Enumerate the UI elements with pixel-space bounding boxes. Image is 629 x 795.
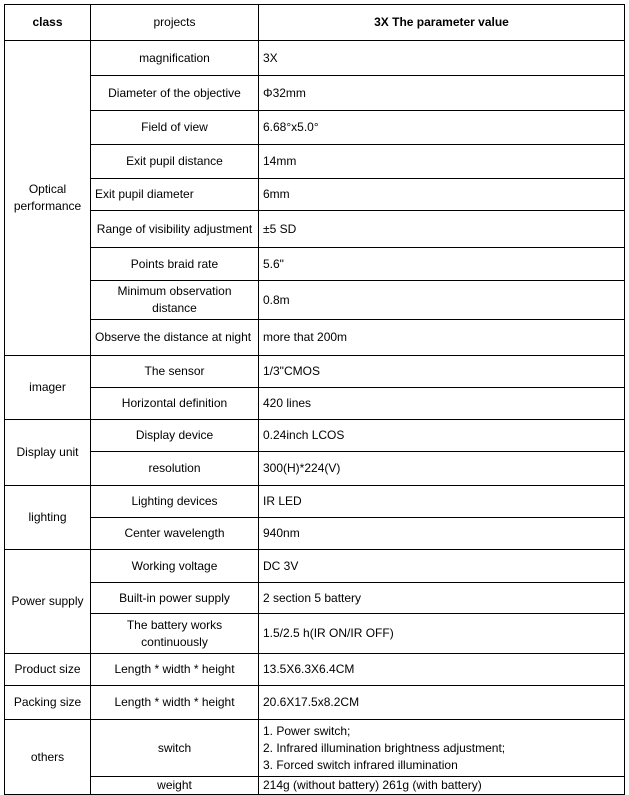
table-row [5,281,625,320]
project-cell: Lighting devices [91,486,259,518]
project-cell: resolution [91,452,259,486]
table-row [5,614,625,654]
value-cell: Φ32mm [259,76,625,111]
switch-line-2: 2. Infrared illumination brightness adjustment; [263,740,506,755]
switch-line-3: 3. Forced switch infrared illumination [263,757,458,772]
project-cell: Exit pupil diameter [91,179,259,211]
table-row [5,654,625,686]
value-cell: 214g (without battery) 261g (with battery) [259,777,625,795]
project-cell: switch [91,720,259,777]
project-cell: Minimum observation distance [91,281,259,320]
table-row [5,76,625,111]
project-cell: Field of view [91,111,259,145]
value-cell [259,720,625,777]
project-cell: Built-in power supply [91,583,259,614]
value-cell: 0.8m [259,281,625,320]
value-cell: 14mm [259,145,625,179]
value-cell: 6mm [259,179,625,211]
project-cell: weight [91,777,259,795]
table-row [5,452,625,486]
group-packing: Packing size [5,686,91,720]
group-power: Power supply [5,550,91,654]
group-others: others [5,720,91,795]
value-cell: DC 3V [259,550,625,583]
project-cell: The battery works continuously [91,614,259,654]
header-projects: projects [91,5,259,41]
table-row [5,720,625,777]
value-cell: ±5 SD [259,211,625,248]
value-cell: 6.68°x5.0° [259,111,625,145]
group-product: Product size [5,654,91,686]
group-lighting: lighting [5,486,91,550]
table-row [5,686,625,720]
value-cell: 420 lines [259,388,625,420]
table-row [5,248,625,281]
table-row [5,356,625,388]
value-cell: 300(H)*224(V) [259,452,625,486]
project-cell: Display device [91,420,259,452]
table-row [5,486,625,518]
project-cell: Length * width * height [91,686,259,720]
group-display: Display unit [5,420,91,486]
project-cell: Exit pupil distance [91,145,259,179]
table-row [5,41,625,76]
project-cell: Diameter of the objective [91,76,259,111]
header-row [5,5,625,41]
table-row [5,518,625,550]
table-row [5,211,625,248]
value-cell: 1.5/2.5 h(IR ON/IR OFF) [259,614,625,654]
project-cell: Horizontal definition [91,388,259,420]
table-row [5,320,625,356]
project-cell: Range of visibility adjustment [91,211,259,248]
value-cell: IR LED [259,486,625,518]
project-cell: The sensor [91,356,259,388]
group-optical: Optical performance [5,41,91,356]
table-row [5,388,625,420]
switch-line-1: 1. Power switch; [263,723,351,738]
value-cell: 2 section 5 battery [259,583,625,614]
table-row [5,145,625,179]
value-cell: 3X [259,41,625,76]
group-imager: imager [5,356,91,420]
project-cell: Points braid rate [91,248,259,281]
table-row [5,777,625,795]
project-cell: magnification [91,41,259,76]
header-value: 3X The parameter value [259,5,625,41]
project-cell: Observe the distance at night [91,320,259,356]
value-cell: 20.6X17.5x8.2CM [259,686,625,720]
header-class: class [5,5,91,41]
project-cell: Working voltage [91,550,259,583]
table-row [5,583,625,614]
value-cell: 5.6" [259,248,625,281]
value-cell: 1/3"CMOS [259,356,625,388]
value-cell: 940nm [259,518,625,550]
value-cell: 0.24inch LCOS [259,420,625,452]
project-cell: Length * width * height [91,654,259,686]
table-row [5,550,625,583]
project-cell: Center wavelength [91,518,259,550]
value-cell: more that 200m [259,320,625,356]
value-cell: 13.5X6.3X6.4CM [259,654,625,686]
spec-table [4,4,625,795]
table-row [5,420,625,452]
table-row [5,111,625,145]
table-row [5,179,625,211]
